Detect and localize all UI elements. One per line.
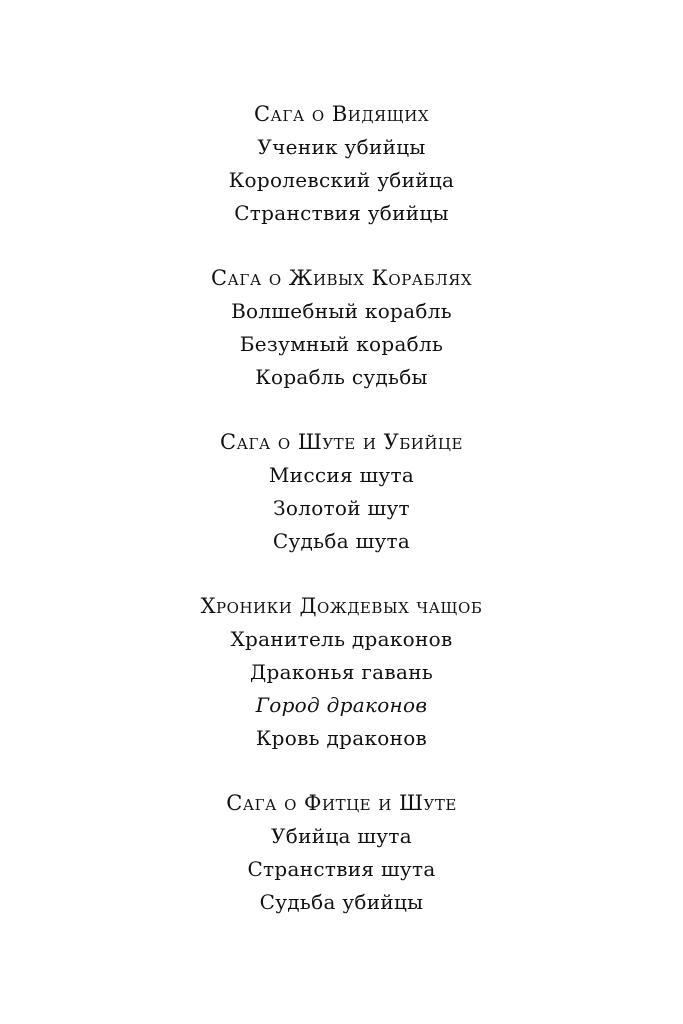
book-title: Странствия убийцы xyxy=(234,201,449,225)
book-title: Странствия шута xyxy=(247,857,436,881)
book-title: Кровь драконов xyxy=(255,726,428,750)
book-title: Королевский убийца xyxy=(228,168,455,192)
series-title: Сага о Видящих xyxy=(253,102,430,126)
book-title: Хранитель драконов xyxy=(230,627,453,651)
book-list-page xyxy=(0,98,683,951)
book-title: Ученик убийцы xyxy=(257,135,426,159)
book-title: Судьба убийцы xyxy=(259,890,424,914)
series-block xyxy=(0,426,683,558)
series-title: Сага о Шуте и Убийце xyxy=(220,430,463,454)
book-title: Волшебный корабль xyxy=(231,299,452,323)
book-title-italic: Город драконов xyxy=(255,693,428,717)
series-title: Сага о Живых Кораблях xyxy=(210,266,472,290)
series-title: Хроники Дождевых чащоб xyxy=(200,594,483,618)
book-title: Миссия шута xyxy=(268,463,415,487)
series-title: Сага о Фитце и Шуте xyxy=(226,791,457,815)
book-title: Убийца шута xyxy=(271,824,412,848)
book-title: Безумный корабль xyxy=(239,332,444,356)
book-title: Корабль судьбы xyxy=(255,365,428,389)
series-block xyxy=(0,590,683,755)
book-title: Драконья гавань xyxy=(249,660,434,684)
series-block xyxy=(0,98,683,230)
book-title: Золотой шут xyxy=(273,496,410,520)
book-title: Судьба шута xyxy=(272,529,411,553)
series-block xyxy=(0,787,683,919)
series-block xyxy=(0,262,683,394)
